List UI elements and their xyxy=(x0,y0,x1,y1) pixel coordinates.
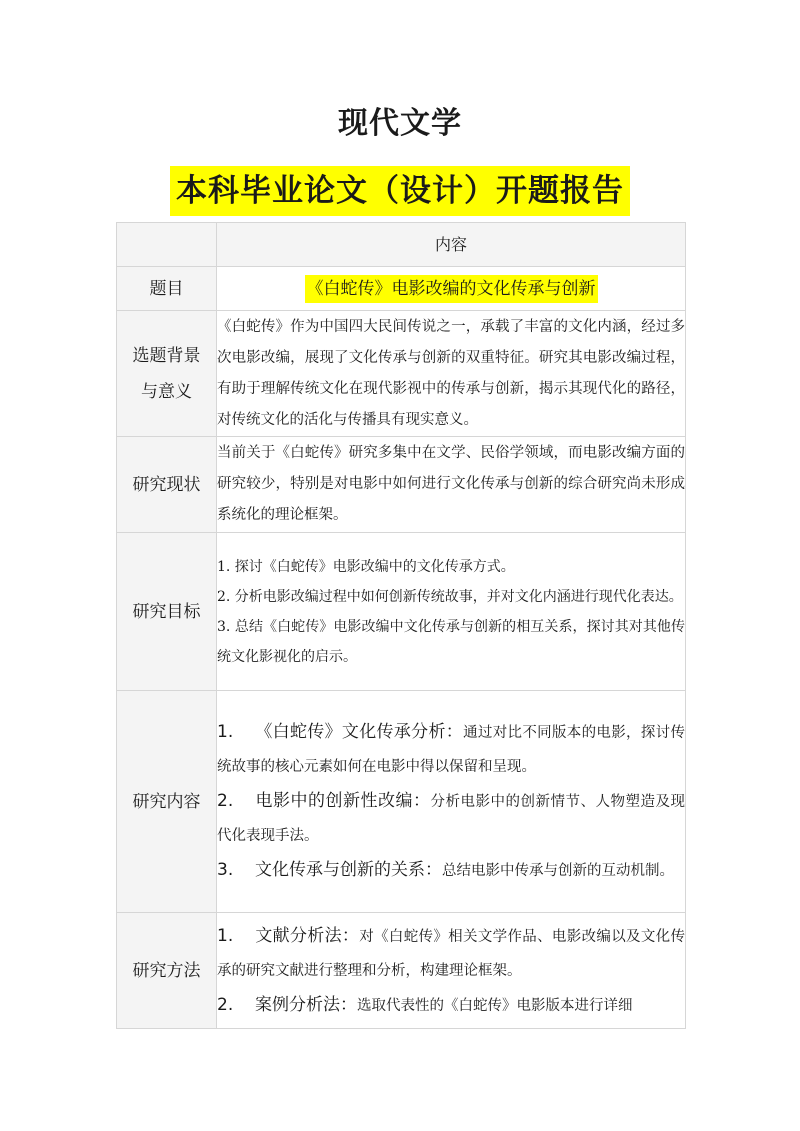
content-item xyxy=(217,715,685,784)
methods-label: 研究方法 xyxy=(117,913,217,1029)
contents-content-cell xyxy=(217,691,686,913)
contents-label: 研究内容 xyxy=(117,691,217,913)
content-item-text: 总结电影中传承与创新的互动机制。 xyxy=(442,863,674,879)
table-row-background xyxy=(117,311,686,437)
method-item-text: 选取代表性的《白蛇传》电影版本进行详细 xyxy=(357,997,633,1014)
background-content-cell xyxy=(217,311,686,437)
content-item-heading: 文化传承与创新的关系： xyxy=(255,860,442,880)
goal-item: 1. 探讨《白蛇传》电影改编中的文化传承方式。 xyxy=(217,558,515,575)
background-label-line1: 选题背景 xyxy=(132,345,201,366)
content-item-text: 通过对比不同版本的电影，探讨传统故事的核心元素如何在电影中得以保留和呈现。 xyxy=(217,725,685,775)
background-label-cell xyxy=(117,311,217,437)
content-item-heading: 电影中的创新性改编： xyxy=(255,791,431,811)
header-content-cell: 内容 xyxy=(217,223,686,267)
table-row-methods xyxy=(117,913,686,1029)
content-item-heading: 《白蛇传》文化传承分析： xyxy=(255,722,464,742)
topic-label: 题目 xyxy=(117,267,217,311)
status-label: 研究现状 xyxy=(117,437,217,533)
table-header-row xyxy=(117,223,686,267)
goals-content-cell xyxy=(217,533,686,691)
content-item xyxy=(217,853,685,888)
goal-item: 2. 分析电影改编过程中如何创新传统故事，并对文化内涵进行现代化表达。 xyxy=(217,588,683,605)
methods-content-cell xyxy=(217,913,686,1029)
goals-label: 研究目标 xyxy=(117,533,217,691)
method-item-heading: 案例分析法： xyxy=(255,994,357,1015)
content-item xyxy=(217,784,685,853)
content-item-number: 3. xyxy=(217,860,234,880)
methods-content xyxy=(217,919,685,1023)
status-content-cell xyxy=(217,437,686,533)
subject-title: 现代文学 xyxy=(338,106,462,141)
report-title-wrapper xyxy=(0,166,800,216)
method-item xyxy=(217,988,685,1023)
content-item-number: 2. xyxy=(217,791,234,811)
background-label-line2: 与意义 xyxy=(141,381,192,402)
content-item-number: 1. xyxy=(217,722,234,742)
table-row-status xyxy=(117,437,686,533)
topic-content: 《白蛇传》电影改编的文化传承与创新 xyxy=(305,275,598,303)
content-item-text: 分析电影中的创新情节、人物塑造及现代化表现手法。 xyxy=(217,794,685,844)
method-item xyxy=(217,919,685,988)
goal-item: 3. 总结《白蛇传》电影改编中文化传承与创新的相互关系，探讨其对其他传统文化影视化的启示。 xyxy=(217,618,685,665)
table-row-goals xyxy=(117,533,686,691)
method-item-text: 对《白蛇传》相关文学作品、电影改编以及文化传承的研究文献进行整理和分析，构建理论框架。 xyxy=(217,928,685,979)
report-title: 本科毕业论文（设计）开题报告 xyxy=(170,166,630,216)
table-row-topic xyxy=(117,267,686,311)
method-item-number: 2. xyxy=(217,994,234,1015)
status-content: 当前关于《白蛇传》研究多集中在文学、民俗学领域，而电影改编方面的研究较少，特别是对电影中如何进行文化传承与创新的综合研究尚未形成系统化的理论框架。 xyxy=(217,445,685,523)
method-item-number: 1. xyxy=(217,925,234,946)
topic-content-cell xyxy=(217,267,686,311)
table-row-contents xyxy=(117,691,686,913)
proposal-table xyxy=(116,222,686,1029)
method-item-heading: 文献分析法： xyxy=(255,925,360,946)
background-content: 《白蛇传》作为中国四大民间传说之一，承载了丰富的文化内涵，经过多次电影改编，展现了文化传承与创新的双重特征。研究其电影改编过程，有助于理解传统文化在现代影视中的传承与创新，揭示其现代化的路径，对传统文化的活化与传播具有现实意义。 xyxy=(217,318,685,428)
header-empty-cell xyxy=(117,223,217,267)
